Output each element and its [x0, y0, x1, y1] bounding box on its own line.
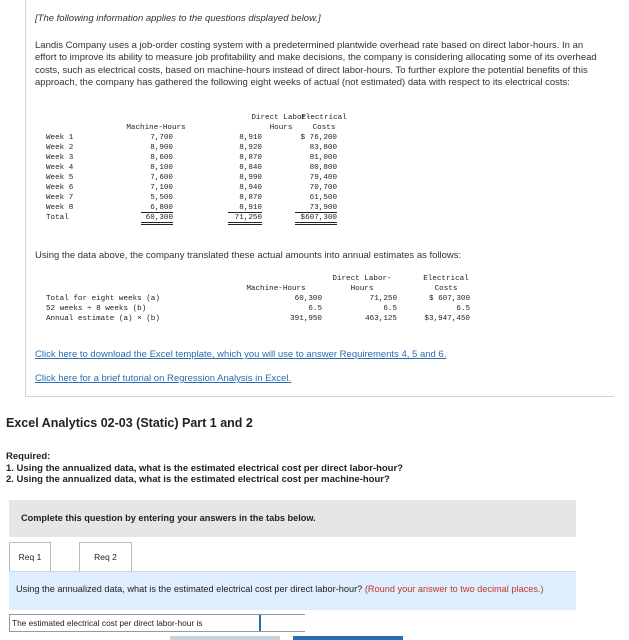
next-button[interactable] [293, 636, 403, 640]
electrical-costs: 79,400 [309, 174, 337, 182]
excel-template-link[interactable]: Click here to download the Excel template, which you will use to answer Requirements 4, 5 and 6. [35, 349, 447, 360]
labor-hours: 463,125 [365, 315, 397, 323]
row-label: Week 7 [46, 194, 74, 202]
row-label: Week 8 [46, 204, 74, 212]
labor-hours: 8,990 [239, 174, 262, 182]
machine-hours: 8,900 [150, 144, 173, 152]
col-header-elec-2: Costs [312, 124, 336, 132]
instructions-bar [9, 500, 576, 537]
intro-note: [The following information applies to the questions displayed below.] [35, 13, 321, 24]
col-header-labor-2: Hours [269, 124, 293, 132]
electrical-costs: 83,800 [309, 144, 337, 152]
required-item-1: 1. Using the annualized data, what is the estimated electrical cost per direct labor-hour? [6, 462, 403, 474]
labor-hours: 71,250 [369, 295, 397, 303]
electrical-costs: $3,947,450 [424, 315, 470, 323]
machine-hours: 7,100 [150, 184, 173, 192]
labor-hours: 8,920 [239, 144, 262, 152]
required-heading: Required: [6, 451, 51, 462]
electrical-costs: 70,700 [309, 184, 337, 192]
machine-hours: 7,600 [150, 174, 173, 182]
row-label: Annual estimate (a) × (b) [46, 315, 160, 323]
instructions-text: Complete this question by entering your answers in the tabs below. [21, 513, 316, 523]
answer-row [9, 614, 305, 632]
col-header-machine: Machine-Hours [126, 124, 186, 132]
col-header-elec-2: Costs [434, 285, 458, 293]
electrical-costs: 6.5 [456, 305, 470, 313]
answer-label: The estimated electrical cost per direct labor-hour is [12, 618, 203, 628]
labor-hours: 6.5 [383, 305, 397, 313]
regression-tutorial-link[interactable]: Click here for a brief tutorial on Regression Analysis in Excel. [35, 373, 292, 384]
question-hint: (Round your answer to two decimal places.) [364, 584, 544, 594]
machine-hours: 8,100 [150, 164, 173, 172]
machine-hours-total: 60,300 [141, 214, 173, 225]
tab-req-2[interactable]: Req 2 [79, 542, 132, 571]
machine-hours: 8,600 [150, 154, 173, 162]
section-title: Excel Analytics 02-03 (Static) Part 1 and 2 [6, 416, 253, 430]
machine-hours: 6,800 [141, 204, 173, 213]
labor-hours: 8,940 [239, 184, 262, 192]
labor-hours: 8,910 [228, 204, 262, 213]
row-label: Week 5 [46, 174, 74, 182]
question-box [9, 571, 576, 610]
row-label: Week 6 [46, 184, 74, 192]
row-label: Week 4 [46, 164, 74, 172]
labor-hours: 8,870 [239, 194, 262, 202]
labor-hours-total: 71,250 [228, 214, 262, 225]
row-label: Total [46, 214, 69, 222]
machine-hours: 5,500 [150, 194, 173, 202]
col-header-machine: Machine-Hours [246, 285, 306, 293]
translation-text: Using the data above, the company translated these actual amounts into annual estimates as follows: [35, 250, 462, 261]
machine-hours: 391,950 [290, 315, 322, 323]
electrical-costs: $ 607,300 [428, 295, 470, 303]
answer-input[interactable] [259, 615, 312, 631]
machine-hours: 7,700 [150, 134, 173, 142]
col-header-labor-1: Direct Labor- [332, 275, 392, 283]
prev-button[interactable] [170, 636, 280, 640]
row-label: Week 1 [46, 134, 74, 142]
required-item-2: 2. Using the annualized data, what is the estimated electrical cost per machine-hour? [6, 474, 390, 485]
machine-hours: 6.5 [308, 305, 322, 313]
tab-req-1[interactable]: Req 1 [9, 542, 51, 571]
electrical-costs: 80,800 [309, 164, 337, 172]
row-label: 52 weeks ÷ 8 weeks (b) [46, 305, 147, 313]
electrical-costs: 73,900 [295, 204, 337, 213]
electrical-costs: 81,000 [309, 154, 337, 162]
labor-hours: 8,910 [239, 134, 262, 142]
col-header-labor-2: Hours [350, 285, 374, 293]
row-label: Week 2 [46, 144, 74, 152]
row-label: Total for eight weeks (a) [46, 295, 160, 303]
electrical-costs: $ 76,200 [300, 134, 337, 142]
col-header-labor-1: Direct Labor- [251, 114, 311, 122]
electrical-costs-total: $607,300 [295, 214, 337, 225]
col-header-elec-1: Electrical [301, 114, 347, 122]
problem-info-box [25, 0, 614, 397]
col-header-elec-1: Electrical [423, 275, 469, 283]
question-text: Using the annualized data, what is the estimated electrical cost per direct labor-hour? [16, 584, 363, 594]
labor-hours: 8,840 [239, 164, 262, 172]
machine-hours: 60,300 [294, 295, 322, 303]
row-label: Week 3 [46, 154, 74, 162]
labor-hours: 8,870 [239, 154, 262, 162]
required-section [6, 451, 403, 486]
question-paragraph [16, 584, 571, 596]
electrical-costs: 61,500 [309, 194, 337, 202]
intro-paragraph: Landis Company uses a job-order costing system with a predetermined plantwide overhead rate based on direct labor-hours. In an effort to improve its ability to measure job profitability and make decisions, the company is considering allocating some of its overhead costs, such as electrical costs, based on machine-hours instead of direct labor-hours. To further explore the potential benefits of this approach, the company has gathered the following eight weeks of actual (not estimated) data with respect to its electrical costs: [35, 40, 597, 89]
